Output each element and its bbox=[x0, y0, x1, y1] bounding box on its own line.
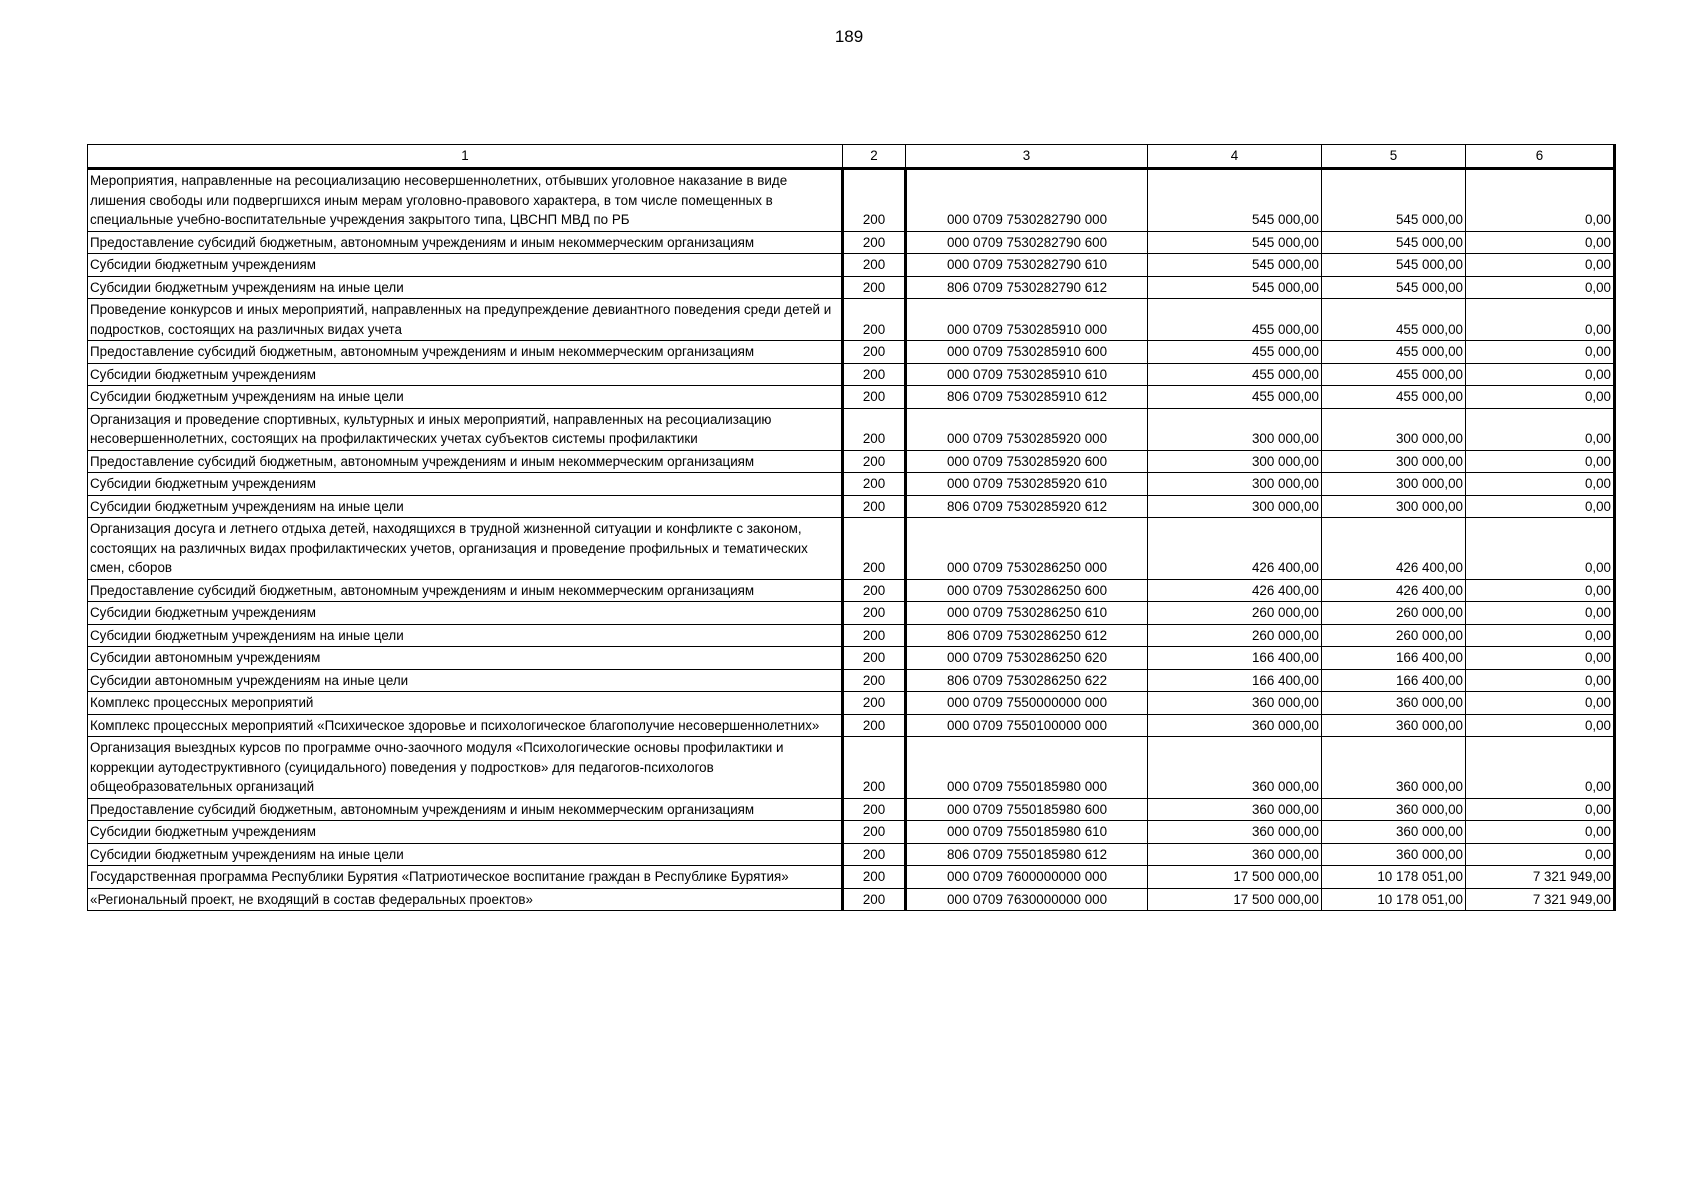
row-column-4: 360 000,00 bbox=[1148, 798, 1322, 821]
row-column-2: 200 bbox=[843, 669, 906, 692]
row-column-5: 166 400,00 bbox=[1322, 647, 1466, 670]
row-column-2: 200 bbox=[843, 843, 906, 866]
row-column-4: 300 000,00 bbox=[1148, 473, 1322, 496]
row-code: 000 0709 7530285910 600 bbox=[906, 341, 1148, 364]
row-code: 000 0709 7530286250 600 bbox=[906, 579, 1148, 602]
row-column-5: 545 000,00 bbox=[1322, 231, 1466, 254]
column-header-3: 3 bbox=[906, 145, 1148, 169]
table-row bbox=[88, 714, 1615, 737]
row-column-4: 545 000,00 bbox=[1148, 231, 1322, 254]
row-column-2: 200 bbox=[843, 473, 906, 496]
row-column-6: 0,00 bbox=[1466, 843, 1615, 866]
row-code: 000 0709 7530282790 600 bbox=[906, 231, 1148, 254]
row-column-6: 0,00 bbox=[1466, 299, 1615, 341]
row-column-4: 455 000,00 bbox=[1148, 341, 1322, 364]
row-column-2: 200 bbox=[843, 450, 906, 473]
row-column-2: 200 bbox=[843, 866, 906, 889]
row-name: Предоставление субсидий бюджетным, автономным учреждениям и иным некоммерческим организациям bbox=[88, 450, 843, 473]
row-name: Предоставление субсидий бюджетным, автономным учреждениям и иным некоммерческим организациям bbox=[88, 798, 843, 821]
row-column-2: 200 bbox=[843, 647, 906, 670]
row-name: Организация и проведение спортивных, культурных и иных мероприятий, направленных на ресоциализацию несовершеннолетних, состоящих на профилактических учетах субъектов системы профилактики bbox=[88, 408, 843, 450]
row-name: Проведение конкурсов и иных мероприятий, направленных на предупреждение девиантного поведения среди детей и подростков, состоящих на различных видах учета bbox=[88, 299, 843, 341]
row-column-5: 455 000,00 bbox=[1322, 299, 1466, 341]
row-column-2: 200 bbox=[843, 821, 906, 844]
row-column-5: 300 000,00 bbox=[1322, 450, 1466, 473]
row-column-6: 0,00 bbox=[1466, 518, 1615, 580]
table-row bbox=[88, 737, 1615, 799]
row-column-6: 0,00 bbox=[1466, 714, 1615, 737]
row-name: Предоставление субсидий бюджетным, автономным учреждениям и иным некоммерческим организациям bbox=[88, 341, 843, 364]
row-column-5: 545 000,00 bbox=[1322, 276, 1466, 299]
row-column-6: 0,00 bbox=[1466, 647, 1615, 670]
row-name: Субсидии автономным учреждениям bbox=[88, 647, 843, 670]
row-column-2: 200 bbox=[843, 276, 906, 299]
table-row bbox=[88, 798, 1615, 821]
row-column-4: 455 000,00 bbox=[1148, 299, 1322, 341]
row-name: Субсидии бюджетным учреждениям bbox=[88, 254, 843, 277]
row-column-5: 360 000,00 bbox=[1322, 737, 1466, 799]
row-column-4: 300 000,00 bbox=[1148, 408, 1322, 450]
row-column-4: 545 000,00 bbox=[1148, 254, 1322, 277]
row-name: Государственная программа Республики Бурятия «Патриотическое воспитание граждан в Республике Бурятия» bbox=[88, 866, 843, 889]
table-row bbox=[88, 450, 1615, 473]
row-column-4: 545 000,00 bbox=[1148, 169, 1322, 232]
row-column-4: 260 000,00 bbox=[1148, 624, 1322, 647]
row-column-5: 300 000,00 bbox=[1322, 473, 1466, 496]
row-column-2: 200 bbox=[843, 692, 906, 715]
row-code: 000 0709 7530285910 000 bbox=[906, 299, 1148, 341]
row-code: 000 0709 7530285920 000 bbox=[906, 408, 1148, 450]
row-code: 000 0709 7530286250 000 bbox=[906, 518, 1148, 580]
row-column-2: 200 bbox=[843, 363, 906, 386]
row-code: 806 0709 7530286250 612 bbox=[906, 624, 1148, 647]
row-column-6: 0,00 bbox=[1466, 231, 1615, 254]
row-code: 000 0709 7550185980 610 bbox=[906, 821, 1148, 844]
row-column-4: 166 400,00 bbox=[1148, 647, 1322, 670]
row-code: 806 0709 7530285920 612 bbox=[906, 495, 1148, 518]
row-column-5: 166 400,00 bbox=[1322, 669, 1466, 692]
table-row bbox=[88, 254, 1615, 277]
table-row bbox=[88, 518, 1615, 580]
row-column-4: 360 000,00 bbox=[1148, 821, 1322, 844]
row-column-2: 200 bbox=[843, 495, 906, 518]
row-code: 000 0709 7550000000 000 bbox=[906, 692, 1148, 715]
row-code: 000 0709 7530285920 600 bbox=[906, 450, 1148, 473]
row-name: Организация выездных курсов по программе очно-заочного модуля «Психологические основы профилактики и коррекции аутодеструктивного (суицидального) поведения у подростков» для педагогов-психологов общеобразовательных организаций bbox=[88, 737, 843, 799]
row-column-4: 455 000,00 bbox=[1148, 363, 1322, 386]
row-column-2: 200 bbox=[843, 579, 906, 602]
row-column-4: 360 000,00 bbox=[1148, 843, 1322, 866]
row-name: Комплекс процессных мероприятий «Психическое здоровье и психологическое благополучие несовершеннолетних» bbox=[88, 714, 843, 737]
table-row bbox=[88, 231, 1615, 254]
row-column-2: 200 bbox=[843, 299, 906, 341]
row-column-5: 360 000,00 bbox=[1322, 821, 1466, 844]
row-column-5: 360 000,00 bbox=[1322, 714, 1466, 737]
row-name: Субсидии бюджетным учреждениям на иные цели bbox=[88, 495, 843, 518]
row-column-4: 360 000,00 bbox=[1148, 714, 1322, 737]
page-number: 189 bbox=[834, 27, 864, 46]
row-name: Субсидии бюджетным учреждениям на иные цели bbox=[88, 624, 843, 647]
row-column-2: 200 bbox=[843, 624, 906, 647]
row-column-6: 0,00 bbox=[1466, 408, 1615, 450]
row-column-5: 545 000,00 bbox=[1322, 169, 1466, 232]
row-column-2: 200 bbox=[843, 714, 906, 737]
row-name: Субсидии бюджетным учреждениям на иные цели bbox=[88, 276, 843, 299]
row-column-6: 0,00 bbox=[1466, 341, 1615, 364]
row-code: 000 0709 7630000000 000 bbox=[906, 888, 1148, 911]
row-column-2: 200 bbox=[843, 408, 906, 450]
row-column-6: 0,00 bbox=[1466, 450, 1615, 473]
row-column-5: 10 178 051,00 bbox=[1322, 866, 1466, 889]
column-header-2: 2 bbox=[843, 145, 906, 169]
row-column-6: 0,00 bbox=[1466, 821, 1615, 844]
row-name: «Региональный проект, не входящий в состав федеральных проектов» bbox=[88, 888, 843, 911]
row-column-5: 300 000,00 bbox=[1322, 408, 1466, 450]
row-column-4: 426 400,00 bbox=[1148, 518, 1322, 580]
row-name: Комплекс процессных мероприятий bbox=[88, 692, 843, 715]
table-row bbox=[88, 363, 1615, 386]
row-name: Субсидии автономным учреждениям на иные цели bbox=[88, 669, 843, 692]
row-column-5: 455 000,00 bbox=[1322, 363, 1466, 386]
row-column-4: 17 500 000,00 bbox=[1148, 866, 1322, 889]
table-header-row bbox=[88, 145, 1615, 169]
table-row bbox=[88, 843, 1615, 866]
row-column-6: 7 321 949,00 bbox=[1466, 866, 1615, 889]
row-column-4: 260 000,00 bbox=[1148, 602, 1322, 625]
table-body bbox=[88, 169, 1615, 911]
table-row bbox=[88, 495, 1615, 518]
row-code: 806 0709 7550185980 612 bbox=[906, 843, 1148, 866]
row-code: 806 0709 7530286250 622 bbox=[906, 669, 1148, 692]
row-column-4: 360 000,00 bbox=[1148, 692, 1322, 715]
table-row bbox=[88, 624, 1615, 647]
table-row bbox=[88, 602, 1615, 625]
row-column-4: 426 400,00 bbox=[1148, 579, 1322, 602]
row-name: Субсидии бюджетным учреждениям bbox=[88, 473, 843, 496]
table-row bbox=[88, 473, 1615, 496]
row-code: 000 0709 7550185980 000 bbox=[906, 737, 1148, 799]
row-column-6: 0,00 bbox=[1466, 254, 1615, 277]
table-row bbox=[88, 386, 1615, 409]
row-column-2: 200 bbox=[843, 737, 906, 799]
table-row bbox=[88, 647, 1615, 670]
row-column-6: 0,00 bbox=[1466, 473, 1615, 496]
budget-table bbox=[87, 144, 1616, 911]
row-column-6: 0,00 bbox=[1466, 276, 1615, 299]
table-row bbox=[88, 408, 1615, 450]
table-row bbox=[88, 821, 1615, 844]
table-row bbox=[88, 866, 1615, 889]
row-code: 000 0709 7550100000 000 bbox=[906, 714, 1148, 737]
row-column-2: 200 bbox=[843, 888, 906, 911]
row-code: 000 0709 7600000000 000 bbox=[906, 866, 1148, 889]
column-header-1: 1 bbox=[88, 145, 843, 169]
row-column-4: 300 000,00 bbox=[1148, 495, 1322, 518]
row-name: Субсидии бюджетным учреждениям bbox=[88, 363, 843, 386]
row-code: 000 0709 7530285910 610 bbox=[906, 363, 1148, 386]
row-name: Субсидии бюджетным учреждениям на иные цели bbox=[88, 843, 843, 866]
row-column-5: 545 000,00 bbox=[1322, 254, 1466, 277]
row-column-5: 360 000,00 bbox=[1322, 843, 1466, 866]
row-column-2: 200 bbox=[843, 169, 906, 232]
column-header-6: 6 bbox=[1466, 145, 1615, 169]
row-column-6: 0,00 bbox=[1466, 495, 1615, 518]
table-row bbox=[88, 169, 1615, 232]
row-name: Организация досуга и летнего отдыха детей, находящихся в трудной жизненной ситуации и конфликте с законом, состоящих на различных видах профилактических учетов, организация и проведение профильных и тематических смен, сборов bbox=[88, 518, 843, 580]
row-column-6: 0,00 bbox=[1466, 692, 1615, 715]
row-column-2: 200 bbox=[843, 231, 906, 254]
row-column-6: 0,00 bbox=[1466, 386, 1615, 409]
row-column-4: 455 000,00 bbox=[1148, 386, 1322, 409]
row-column-2: 200 bbox=[843, 518, 906, 580]
row-column-6: 0,00 bbox=[1466, 602, 1615, 625]
row-name: Предоставление субсидий бюджетным, автономным учреждениям и иным некоммерческим организациям bbox=[88, 579, 843, 602]
row-column-6: 0,00 bbox=[1466, 169, 1615, 232]
row-name: Субсидии бюджетным учреждениям на иные цели bbox=[88, 386, 843, 409]
row-name: Субсидии бюджетным учреждениям bbox=[88, 602, 843, 625]
table-row bbox=[88, 341, 1615, 364]
table-row bbox=[88, 669, 1615, 692]
table-row bbox=[88, 579, 1615, 602]
row-column-4: 166 400,00 bbox=[1148, 669, 1322, 692]
table-row bbox=[88, 276, 1615, 299]
row-column-5: 10 178 051,00 bbox=[1322, 888, 1466, 911]
row-column-4: 360 000,00 bbox=[1148, 737, 1322, 799]
row-code: 000 0709 7530282790 000 bbox=[906, 169, 1148, 232]
row-column-5: 260 000,00 bbox=[1322, 624, 1466, 647]
row-code: 000 0709 7550185980 600 bbox=[906, 798, 1148, 821]
row-name: Мероприятия, направленные на ресоциализацию несовершеннолетних, отбывших уголовное наказание в виде лишения свободы или подвергшихся иным мерам уголовно-правового характера, в том числе помещенных в специальные учебно-воспитательные учреждения закрытого типа, ЦВСНП МВД по РБ bbox=[88, 169, 843, 232]
row-column-5: 360 000,00 bbox=[1322, 798, 1466, 821]
row-column-6: 0,00 bbox=[1466, 798, 1615, 821]
column-header-5: 5 bbox=[1322, 145, 1466, 169]
table-row bbox=[88, 299, 1615, 341]
row-column-2: 200 bbox=[843, 341, 906, 364]
row-column-6: 0,00 bbox=[1466, 579, 1615, 602]
row-column-5: 300 000,00 bbox=[1322, 495, 1466, 518]
row-column-4: 545 000,00 bbox=[1148, 276, 1322, 299]
row-column-5: 455 000,00 bbox=[1322, 386, 1466, 409]
row-column-6: 0,00 bbox=[1466, 669, 1615, 692]
row-column-5: 260 000,00 bbox=[1322, 602, 1466, 625]
row-name: Предоставление субсидий бюджетным, автономным учреждениям и иным некоммерческим организациям bbox=[88, 231, 843, 254]
row-column-4: 17 500 000,00 bbox=[1148, 888, 1322, 911]
row-column-2: 200 bbox=[843, 798, 906, 821]
row-column-6: 7 321 949,00 bbox=[1466, 888, 1615, 911]
row-column-6: 0,00 bbox=[1466, 363, 1615, 386]
row-column-5: 455 000,00 bbox=[1322, 341, 1466, 364]
row-column-5: 426 400,00 bbox=[1322, 518, 1466, 580]
row-code: 000 0709 7530282790 610 bbox=[906, 254, 1148, 277]
row-code: 000 0709 7530286250 620 bbox=[906, 647, 1148, 670]
row-column-5: 360 000,00 bbox=[1322, 692, 1466, 715]
row-column-6: 0,00 bbox=[1466, 624, 1615, 647]
row-column-2: 200 bbox=[843, 386, 906, 409]
row-column-4: 300 000,00 bbox=[1148, 450, 1322, 473]
row-code: 000 0709 7530286250 610 bbox=[906, 602, 1148, 625]
row-column-2: 200 bbox=[843, 254, 906, 277]
table-row bbox=[88, 692, 1615, 715]
table-row bbox=[88, 888, 1615, 911]
column-header-4: 4 bbox=[1148, 145, 1322, 169]
row-column-6: 0,00 bbox=[1466, 737, 1615, 799]
row-code: 806 0709 7530282790 612 bbox=[906, 276, 1148, 299]
row-code: 806 0709 7530285910 612 bbox=[906, 386, 1148, 409]
row-column-2: 200 bbox=[843, 602, 906, 625]
row-column-5: 426 400,00 bbox=[1322, 579, 1466, 602]
row-name: Субсидии бюджетным учреждениям bbox=[88, 821, 843, 844]
row-code: 000 0709 7530285920 610 bbox=[906, 473, 1148, 496]
